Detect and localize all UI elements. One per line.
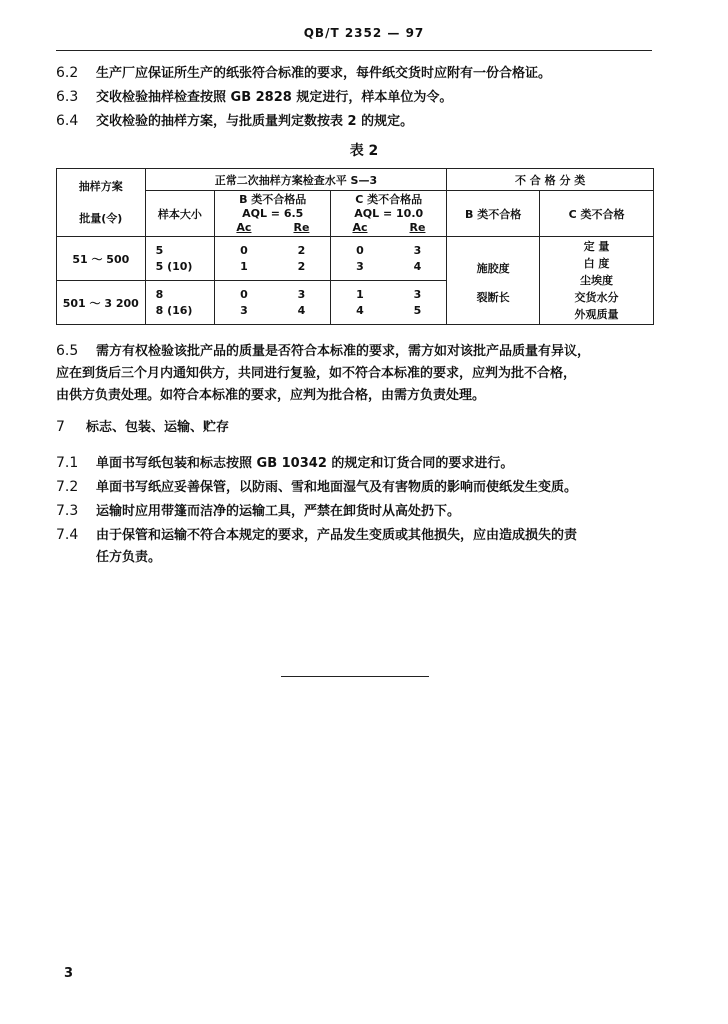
c-re-value: 4 <box>413 259 422 273</box>
b-class-aql: AQL = 6.5 <box>242 206 304 220</box>
c-ac-value: 0 <box>356 243 364 257</box>
c-item: 交货水分 <box>574 291 619 304</box>
standard-code-header: QB/T 2352 — 97 <box>303 26 425 40</box>
b-re-value: 3 <box>297 287 306 301</box>
clause-6-5 <box>56 340 656 407</box>
clause-text: 单面书写纸包装和标志按照 GB 10342 的规定和订货合同的要求进行。 <box>96 456 514 471</box>
clause-number: 7.2 <box>56 479 79 495</box>
b-re-value: 2 <box>297 243 306 257</box>
header-c-class: C 类不合格 <box>540 191 654 237</box>
sample-size-second: 8 (16) <box>155 303 193 317</box>
c-class-aql: AQL = 10.0 <box>354 206 424 220</box>
table-row <box>57 237 654 281</box>
clause-7-1 <box>56 452 656 475</box>
sample-size-cell <box>145 281 215 325</box>
b-item: 施胶度 <box>476 261 510 275</box>
c-item: 白 度 <box>583 257 610 270</box>
b-re-value: 2 <box>297 259 306 273</box>
clause-number: 7.4 <box>56 527 79 543</box>
b-class-items-cell <box>447 237 540 325</box>
b-re-value: 4 <box>297 303 306 317</box>
clause-6-2 <box>56 62 656 85</box>
b-class-title: B 类不合格品 <box>239 192 307 206</box>
clause-text: 交收检验抽样检查按照 GB 2828 规定进行，样本单位为令。 <box>96 90 453 105</box>
c-re-value: 5 <box>413 303 422 317</box>
b-item: 裂断长 <box>476 290 510 304</box>
header-inspection-level: 正常二次抽样方案检查水平 S—3 <box>145 169 447 191</box>
c-class-items-cell <box>540 237 654 325</box>
clause-text-line: 任方负责。 <box>96 550 162 565</box>
header-batch: 批量(令) <box>79 211 123 225</box>
sample-size-second: 5 (10) <box>155 259 193 273</box>
section-number: 7 <box>56 419 65 435</box>
header-defect-class: 不 合 格 分 类 <box>447 169 654 191</box>
clause-6-3 <box>56 86 656 109</box>
b-ac-value: 0 <box>240 287 248 301</box>
c-ac-re-cell <box>331 281 447 325</box>
header-rule <box>56 50 652 51</box>
c-ac-re-cell <box>331 237 447 281</box>
header-c-class-defective <box>331 191 447 237</box>
end-rule <box>281 676 429 677</box>
section-title: 标志、包装、运输、贮存 <box>86 420 230 435</box>
sample-size-cell <box>145 237 215 281</box>
sample-size-first: 5 <box>155 243 164 257</box>
clause-text: 生产厂应保证所生产的纸张符合标准的要求，每件纸交货时应附有一份合格证。 <box>96 66 552 81</box>
c-class-title: C 类不合格品 <box>355 192 423 206</box>
batch-cell: 501 ～ 3 200 <box>57 281 146 325</box>
clause-text: 交收检验的抽样方案，与批质量判定数按表 2 的规定。 <box>96 114 414 129</box>
ac-label: Ac <box>236 220 252 234</box>
clause-number: 6.3 <box>56 89 79 105</box>
clause-7-3 <box>56 500 656 523</box>
clause-number: 7.3 <box>56 503 79 519</box>
section-7-heading <box>56 416 656 439</box>
c-re-value: 3 <box>413 243 422 257</box>
clause-6-4 <box>56 110 656 133</box>
header-b-class-defective <box>215 191 331 237</box>
header-sampling-plan: 抽样方案 <box>78 179 123 193</box>
re-label: Re <box>409 220 426 234</box>
ac-label: Ac <box>352 220 368 234</box>
b-ac-value: 0 <box>240 243 248 257</box>
sample-size-first: 8 <box>155 287 164 301</box>
header-sample-size: 样本大小 <box>145 191 215 237</box>
clause-number: 6.5 <box>56 343 79 359</box>
c-re-value: 3 <box>413 287 422 301</box>
batch-cell: 51 ～ 500 <box>57 237 146 281</box>
b-ac-re-cell <box>215 237 331 281</box>
clause-text: 单面书写纸应妥善保管，以防雨、雪和地面湿气及有害物质的影响而使纸发生变质。 <box>96 480 578 495</box>
b-ac-value: 3 <box>240 303 248 317</box>
b-ac-re-header <box>215 221 330 235</box>
c-ac-re-header <box>331 221 446 235</box>
re-label: Re <box>293 220 310 234</box>
c-ac-value: 4 <box>356 303 364 317</box>
clause-7-2 <box>56 476 656 499</box>
b-ac-value: 1 <box>240 259 248 273</box>
clause-text-line: 由供方负责处理。如符合本标准的要求，应判为批合格，由需方负责处理。 <box>56 388 486 403</box>
clause-text-line: 由于保管和运输不符合本规定的要求，产品发生变质或其他损失，应由造成损失的责 <box>96 528 578 543</box>
clause-number: 6.4 <box>56 113 79 129</box>
c-item: 定 量 <box>583 240 610 253</box>
c-ac-value: 1 <box>356 287 364 301</box>
clause-text: 运输时应用带篷而洁净的运输工具，严禁在卸货时从高处扔下。 <box>96 504 461 519</box>
c-item: 尘埃度 <box>580 274 614 287</box>
b-ac-re-cell <box>215 281 331 325</box>
clause-number: 7.1 <box>56 455 79 471</box>
sampling-table <box>56 168 654 325</box>
page-number: 3 <box>64 966 74 981</box>
c-ac-value: 3 <box>356 259 364 273</box>
clause-7-4 <box>56 524 656 569</box>
clause-text-line: 需方有权检验该批产品的质量是否符合本标准的要求，需方如对该批产品质量有异议， <box>96 344 591 359</box>
c-item: 外观质量 <box>574 308 619 321</box>
header-sampling-batch <box>57 169 146 237</box>
table-caption: 表 2 <box>349 143 379 159</box>
clause-text-line: 应在到货后三个月内通知供方，共同进行复验，如不符合本标准的要求，应判为批不合格， <box>56 366 577 381</box>
clause-number: 6.2 <box>56 65 79 81</box>
header-b-class: B 类不合格 <box>447 191 540 237</box>
